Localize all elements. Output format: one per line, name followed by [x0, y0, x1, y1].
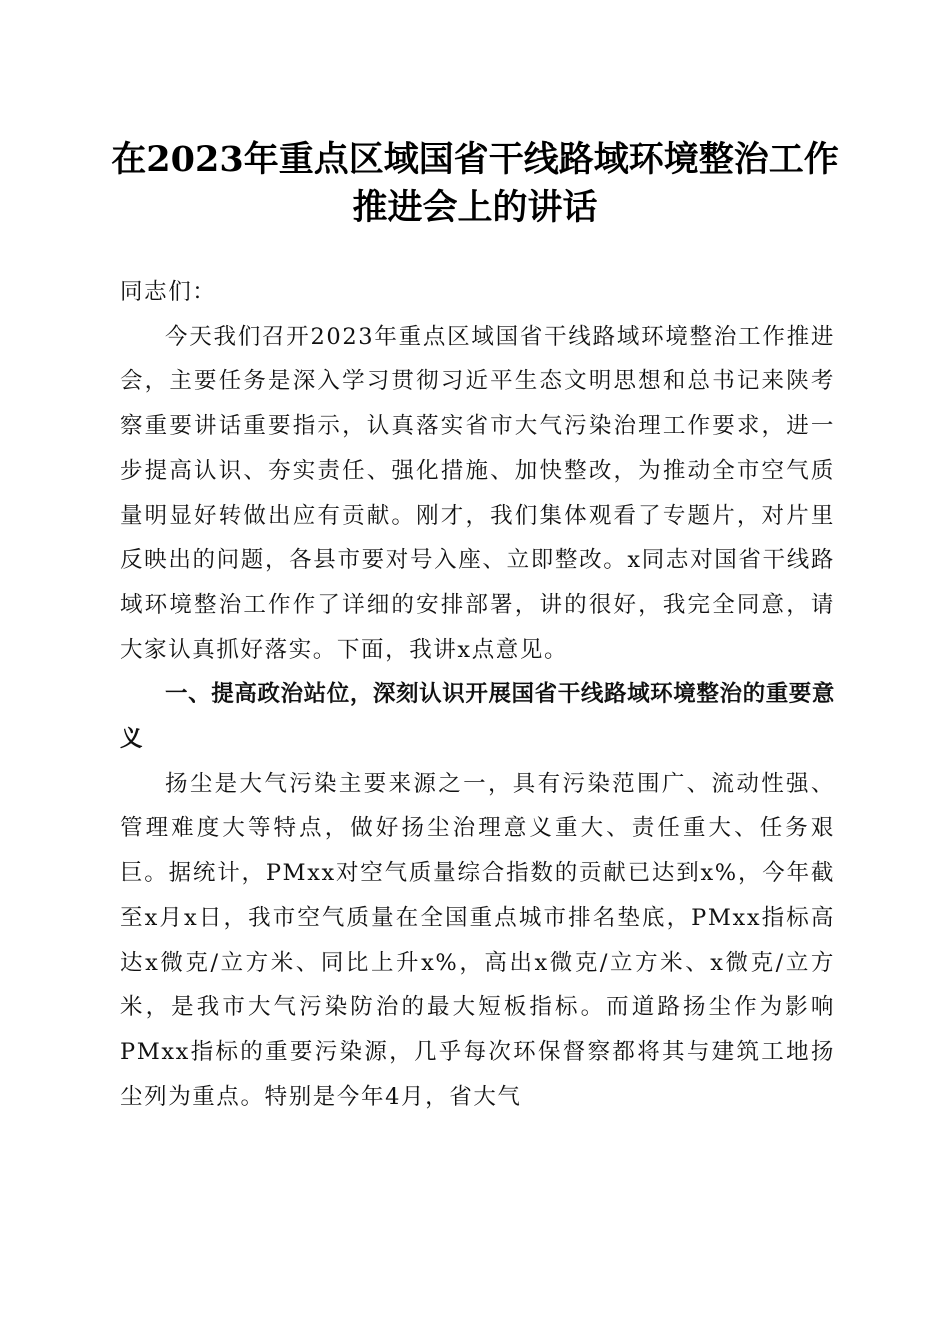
section-heading: 一、提高政治站位，深刻认识开展国省干线路域环境整治的重要意义	[120, 681, 835, 753]
document-body	[120, 270, 835, 1119]
opening-paragraph: 今天我们召开2023年重点区域国省干线路域环境整治工作推进会，主要任务是深入学习贯彻习近平生态文明思想和总书记来陕考察重要讲话重要指示，认真落实省市大气污染治理工作要求，进一步提高认识、夯实责任、强化措施、加快整改，为推动全市空气质量明显好转做出应有贡献。刚才，我们集体观看了专题片，对片里反映出的问题，各县市要对号入座、立即整改。x同志对国省干线路域环境整治工作作了详细的安排部署，讲的很好，我完全同意，请大家认真抓好落实。下面，我讲x点意见。	[120, 323, 835, 663]
salutation: 同志们：	[120, 279, 217, 305]
section-paragraph: 扬尘是大气污染主要来源之一，具有污染范围广、流动性强、管理难度大等特点，做好扬尘治理意义重大、责任重大、任务艰巨。据统计，PMxx对空气质量综合指数的贡献已达到x%，今年截至x月x日，我市空气质量在全国重点城市排名垫底，PMxx指标高达x微克/立方米、同比上升x%，高出x微克/立方米、x微克/立方米，是我市大气污染防治的最大短板指标。而道路扬尘作为影响PMxx指标的重要污染源，几乎每次环保督察都将其与建筑工地扬尘列为重点。特别是今年4月，省大气	[120, 770, 835, 1110]
document-title: 在2023年重点区域国省干线路域环境整治工作推进会上的讲话	[111, 139, 839, 228]
